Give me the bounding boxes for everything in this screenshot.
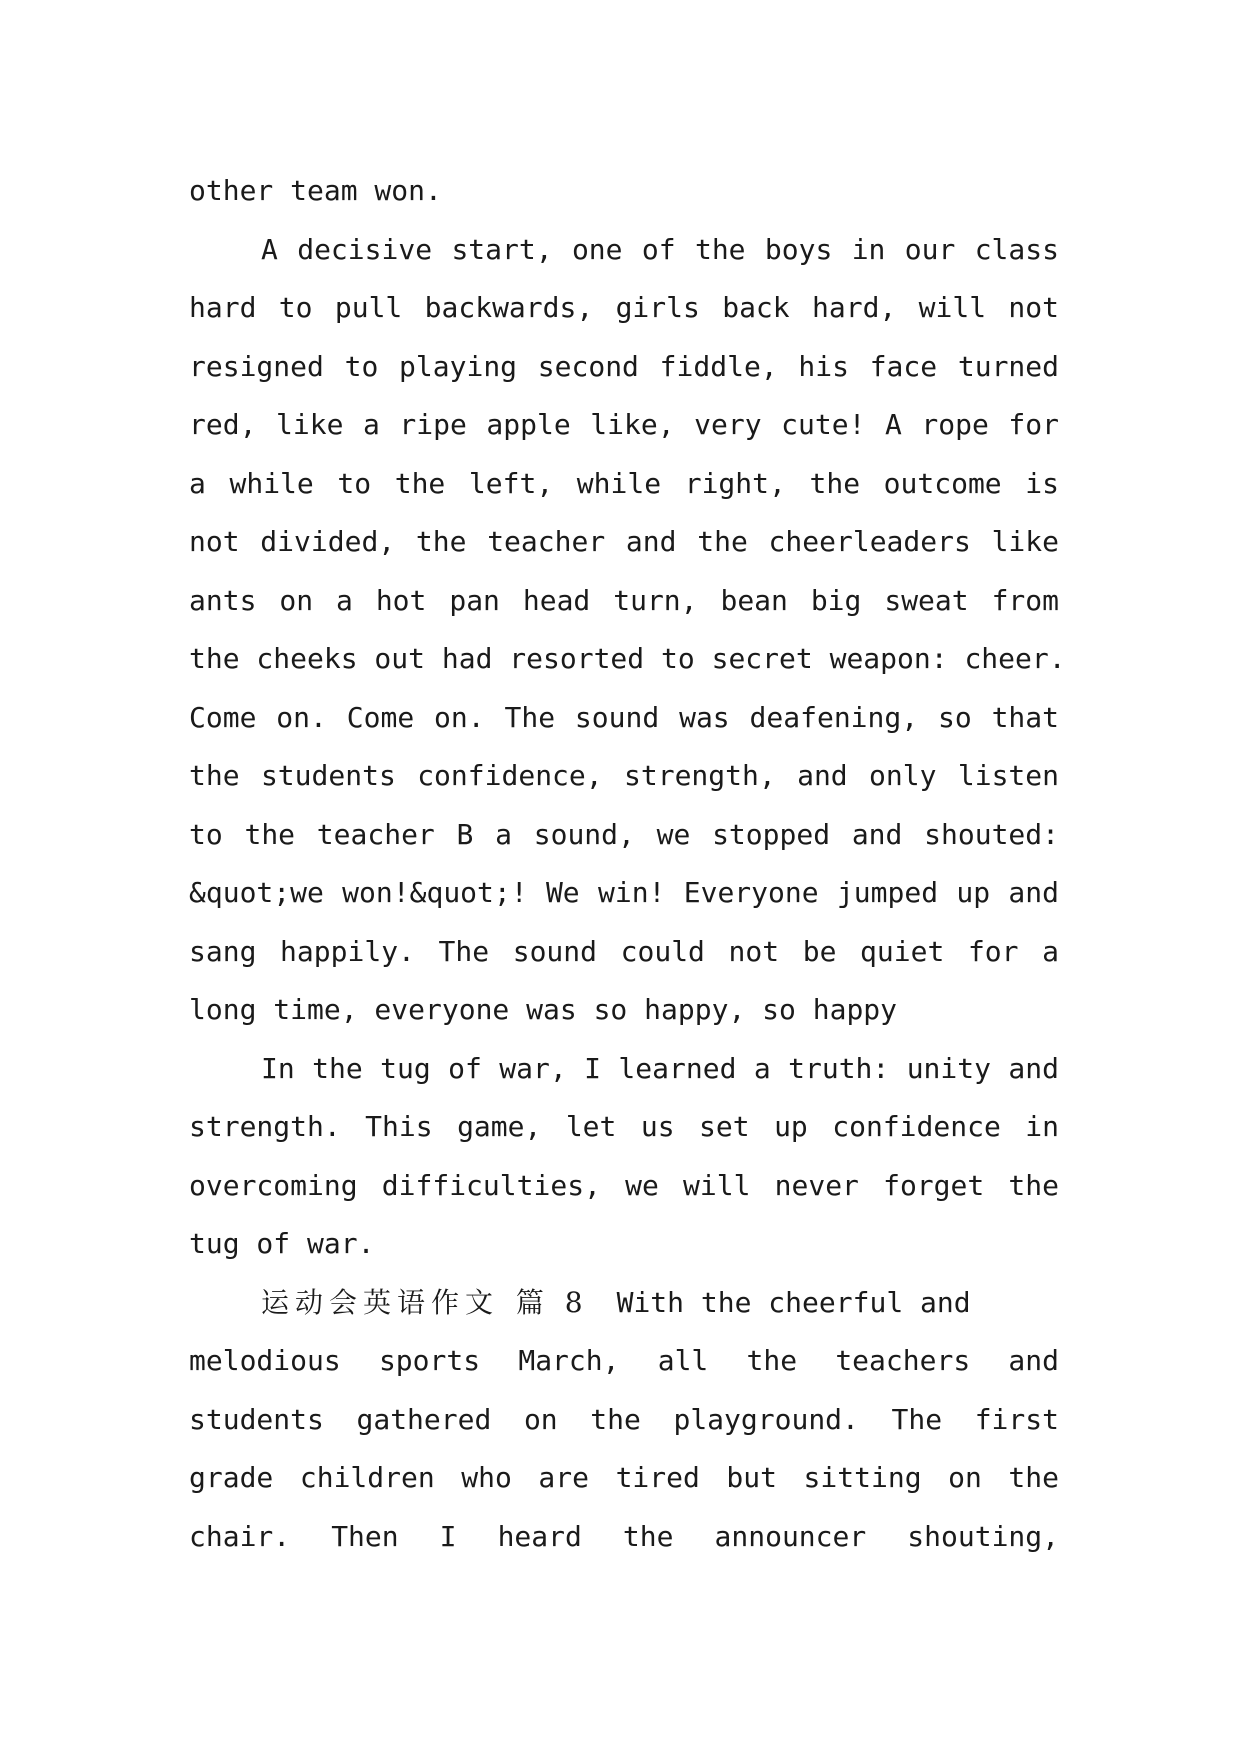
text-line: the cheeks out had resorted to secret weapon: cheer. bbox=[189, 642, 1066, 675]
section-number: 篇 8 bbox=[515, 1285, 589, 1319]
text-line: &quot;we won!&quot;! We win! Everyone jumped up and bbox=[189, 876, 1059, 909]
text-line: students gathered on the playground. The first bbox=[189, 1402, 1059, 1436]
text-line: melodious sports March, all the teachers and bbox=[189, 1344, 1059, 1377]
text-line: chair. Then I heard the announcer shouting, bbox=[189, 1519, 1059, 1553]
text-line: In the tug of war, I learned a truth: unity and bbox=[261, 1051, 1059, 1085]
text-line: hard to pull backwards, girls back hard, will not bbox=[189, 291, 1059, 324]
text-line: overcoming difficulties, we will never forget the bbox=[189, 1168, 1059, 1202]
essay-title: 运动会英语作文 bbox=[261, 1285, 500, 1319]
text-line: to the teacher B a sound, we stopped and shouted: bbox=[189, 817, 1059, 851]
essay-body bbox=[189, 162, 1066, 1566]
text-line: ants on a hot pan head turn, bean big sweat from bbox=[189, 583, 1059, 617]
text-line: tug of war. bbox=[189, 1227, 375, 1260]
text-line: other team won. bbox=[189, 174, 442, 207]
text-line: the students confidence, strength, and only listen bbox=[189, 759, 1059, 792]
text-line: not divided, the teacher and the cheerleaders like bbox=[189, 525, 1059, 558]
text-line: red, like a ripe apple like, very cute! A rope for bbox=[189, 408, 1059, 441]
text-line: grade children who are tired but sitting on the bbox=[189, 1461, 1059, 1494]
text-line: resigned to playing second fiddle, his face turned bbox=[189, 349, 1059, 383]
text-line: A decisive start, one of the boys in our class bbox=[261, 232, 1059, 266]
text-line-continuation: With the cheerful and bbox=[616, 1285, 971, 1319]
section-heading-line bbox=[189, 1274, 1059, 1333]
text-line: strength. This game, let us set up confidence in bbox=[189, 1110, 1059, 1143]
text-line: a while to the left, while right, the outcome is bbox=[189, 466, 1059, 500]
text-line: Come on. Come on. The sound was deafening, so that bbox=[189, 700, 1059, 734]
text-line: long time, everyone was so happy, so happy bbox=[189, 993, 898, 1026]
text-line: sang happily. The sound could not be quiet for a bbox=[189, 934, 1059, 968]
